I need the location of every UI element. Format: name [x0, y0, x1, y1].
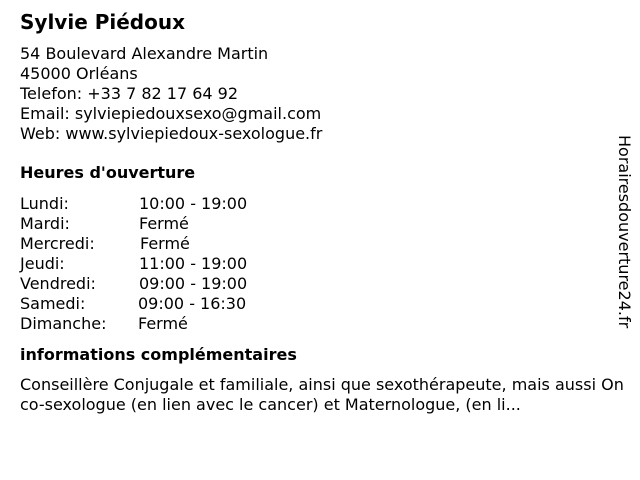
hours-value: Fermé [139, 214, 189, 233]
hours-value: 10:00 - 19:00 [139, 194, 248, 213]
hours-day: Dimanche: [20, 314, 107, 333]
hours-value: 09:00 - 16:30 [138, 294, 247, 313]
hours-row-friday [20, 274, 632, 294]
hours-value: 09:00 - 19:00 [139, 274, 248, 293]
hours-day: Lundi: [20, 194, 69, 213]
site-brand-vertical: Horairesdouverture24.fr [615, 135, 634, 329]
hours-row-monday [20, 194, 632, 214]
business-name: Sylvie Piédoux [20, 10, 185, 34]
hours-row-saturday [20, 294, 632, 314]
web-line: Web: www.sylviepiedoux-sexologue.fr [20, 124, 323, 143]
hours-value: 11:00 - 19:00 [139, 254, 248, 273]
additional-info-heading: informations complémentaires [20, 345, 297, 364]
hours-day: Mardi: [20, 214, 70, 233]
opening-hours-list [20, 194, 632, 334]
business-card [20, 9, 632, 415]
additional-info-text: Conseillère Conjugale et familiale, ainsi que sexothérapeute, mais aussi Onco-sexologue (en lien avec le cancer) et Maternologue, (en li... [20, 375, 624, 414]
opening-hours-heading: Heures d'ouverture [20, 163, 196, 182]
email-line: Email: sylviepiedouxsexo@gmail.com [20, 104, 322, 123]
hours-value: Fermé [138, 314, 188, 333]
address-city: 45000 Orléans [20, 64, 138, 83]
address-street: 54 Boulevard Alexandre Martin [20, 44, 269, 63]
hours-day: Mercredi: [20, 234, 95, 253]
hours-day: Jeudi: [20, 254, 65, 273]
hours-day: Samedi: [20, 294, 86, 313]
hours-row-sunday [20, 314, 632, 334]
phone-line: Telefon: +33 7 82 17 64 92 [20, 84, 239, 103]
hours-row-tuesday [20, 214, 632, 234]
hours-row-thursday [20, 254, 632, 274]
hours-value: Fermé [140, 234, 190, 253]
hours-row-wednesday [20, 234, 632, 254]
hours-day: Vendredi: [20, 274, 96, 293]
